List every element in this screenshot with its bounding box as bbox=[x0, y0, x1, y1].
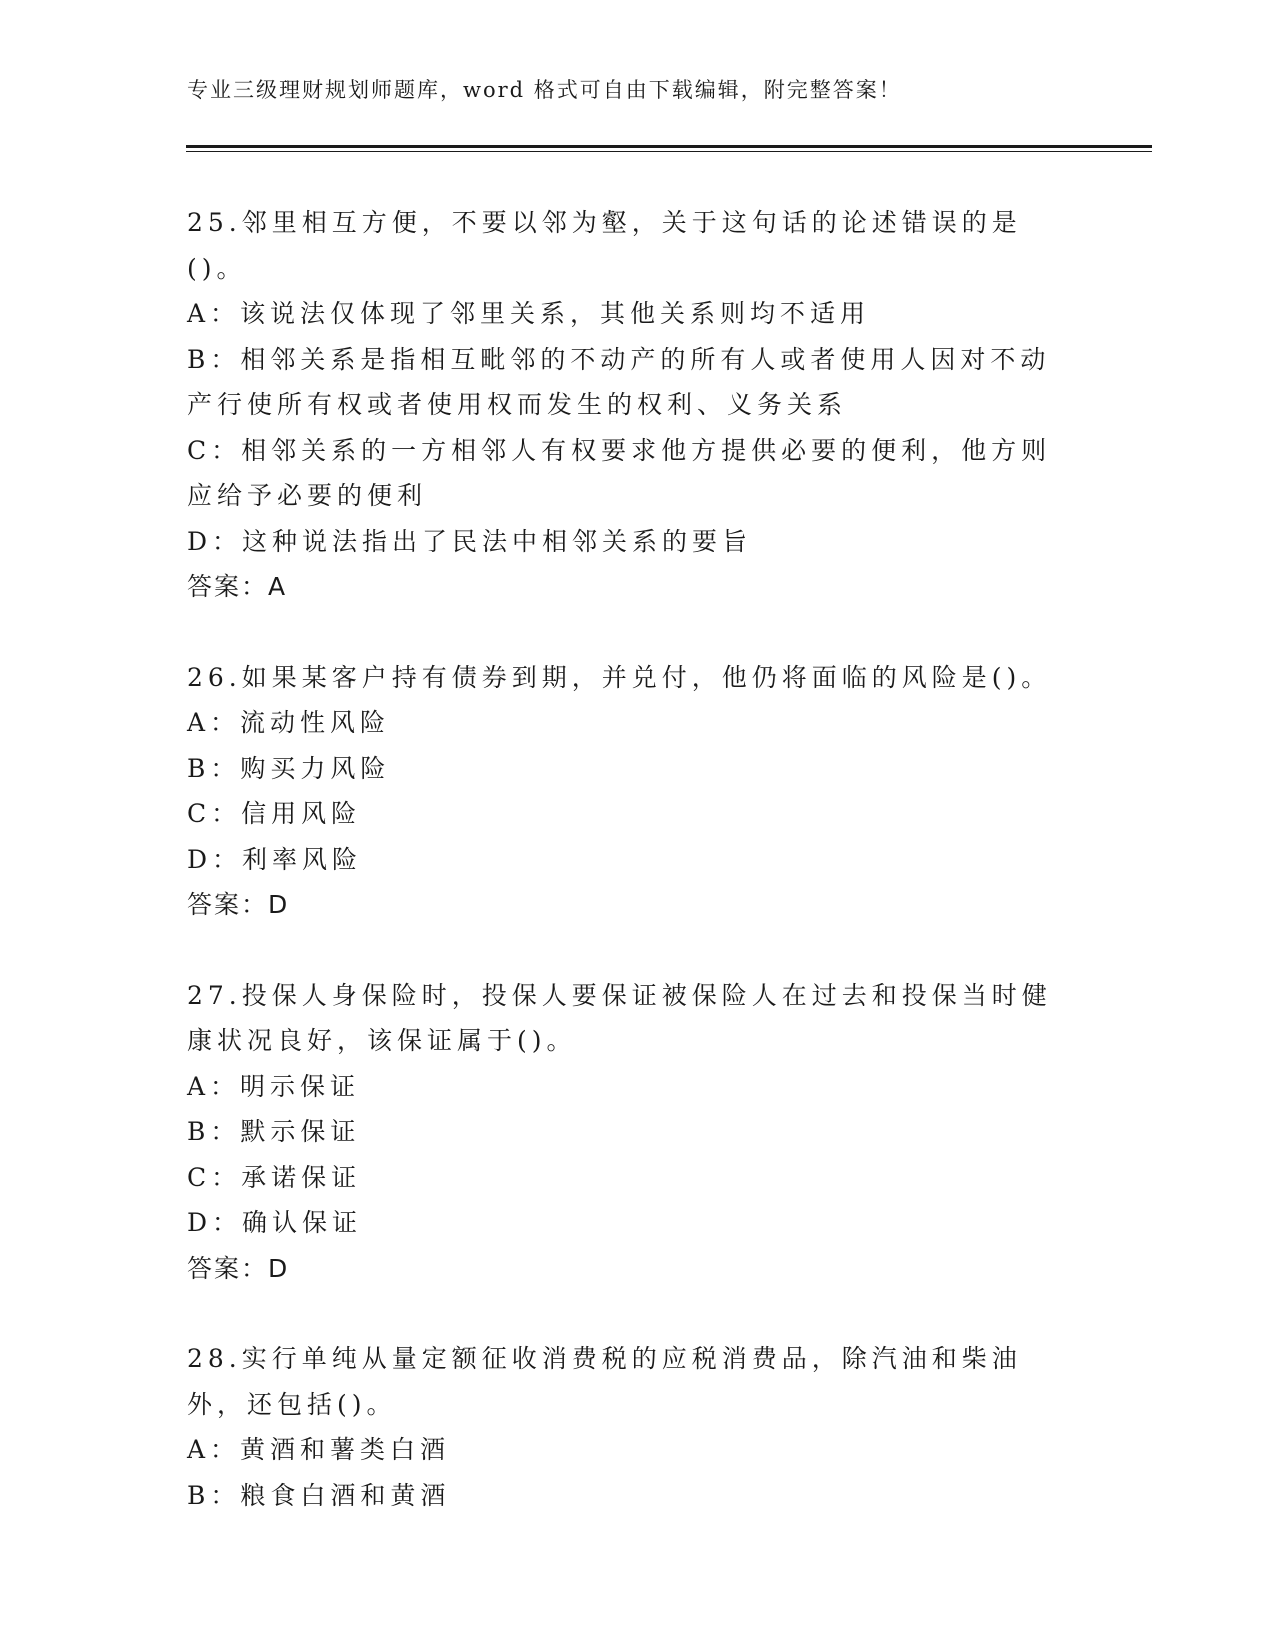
option-a: A：流动性风险 bbox=[187, 708, 391, 737]
question-stem: 27.投保人身保险时，投保人要保证被保险人在过去和投保当时健康状况良好，该保证属于()。 bbox=[187, 980, 1052, 1055]
option-b: B：相邻关系是指相互毗邻的不动产的所有人或者使用人因对不动产行使所有权或者使用权而发生的权利、义务关系 bbox=[187, 344, 1051, 419]
option-a: A：黄酒和薯类白酒 bbox=[187, 1435, 451, 1464]
question-26 bbox=[187, 655, 1077, 928]
page-header: 专业三级理财规划师题库，word 格式可自由下载编辑，附完整答案！ bbox=[187, 78, 902, 102]
option-c: C：相邻关系的一方相邻人有权要求他方提供必要的便利，他方则应给予必要的便利 bbox=[187, 435, 1052, 510]
header-rule-thick bbox=[186, 145, 1152, 148]
option-b: B：粮食白酒和黄酒 bbox=[187, 1480, 451, 1510]
answer-label: 答案：A bbox=[187, 572, 288, 601]
question-stem: 25.邻里相互方便，不要以邻为壑，关于这句话的论述错误的是()。 bbox=[187, 208, 1022, 283]
answer-label: 答案：D bbox=[187, 1253, 290, 1283]
option-a: A：明示保证 bbox=[187, 1071, 361, 1101]
question-25 bbox=[187, 200, 1077, 610]
header-rule-thin bbox=[186, 151, 1152, 152]
option-d: D：这种说法指出了民法中相邻关系的要旨 bbox=[187, 526, 753, 556]
option-c: C：信用风险 bbox=[187, 799, 362, 828]
option-c: C：承诺保证 bbox=[187, 1162, 362, 1192]
option-b: B：购买力风险 bbox=[187, 753, 391, 783]
option-d: D：利率风险 bbox=[187, 844, 363, 874]
question-28 bbox=[187, 1336, 1077, 1518]
answer-label: 答案：D bbox=[187, 890, 290, 919]
question-27 bbox=[187, 973, 1077, 1292]
option-a: A：该说法仅体现了邻里关系，其他关系则均不适用 bbox=[187, 299, 871, 328]
question-stem: 26.如果某客户持有债券到期，并兑付，他仍将面临的风险是()。 bbox=[187, 662, 1052, 692]
question-list bbox=[187, 200, 1077, 1563]
question-stem: 28.实行单纯从量定额征收消费税的应税消费品，除汽油和柴油外，还包括()。 bbox=[187, 1344, 1022, 1419]
option-d: D：确认保证 bbox=[187, 1208, 363, 1237]
option-b: B：默示保证 bbox=[187, 1117, 361, 1146]
